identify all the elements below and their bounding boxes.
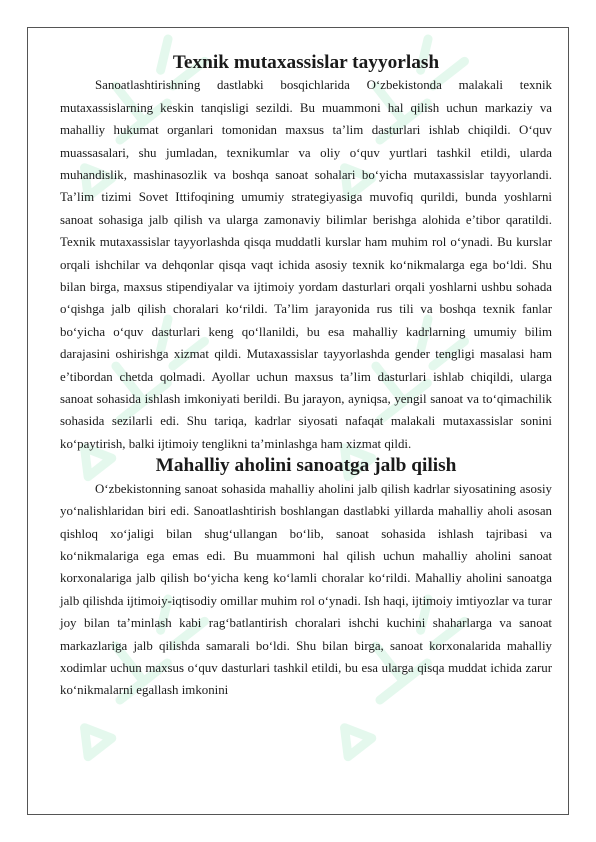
section-paragraph: O‘zbekistonning sanoat sohasida mahalliy aholini jalb qilish kadrlar siyosatining asosiy yo‘nalishlaridan biri edi. Sanoatlashtirish boshlangan dastlabki yillarda mahalliy aholi asosan qishloq xo‘jaligi bilan shug‘ullangan bo‘lib, sanoat sohasida ishlash tajribasi va ko‘nikmalariga ega emas edi. Bu muammoni hal qilish uchun mahalliy aholini sanoat korxonalariga jalb qilish bo‘yicha keng ko‘lamli choralar ko‘rildi. Mahalliy aholini sanoatga jalb qilishda ijtimoiy-iqtisodiy omillar muhim rol o‘ynadi. Ish haqi, ijtimoiy imtiyozlar va turar joy bilan ta’minlash kabi rag‘batlantirish choralari ishchi kuchini shaharlarga va sanoat markazlariga jalb qilishda samarali bo‘ldi. Shu bilan birga, sanoat korxonalarida mahalliy xodimlar uchun maxsus o‘quv dasturlari tashkil etildi, bu esa ularga qisqa muddat ichida zarur ko‘nikmalarni egallash imkonini bbox=[60, 481, 552, 698]
section-heading: Texnik mutaxassislar tayyorlash bbox=[172, 52, 440, 73]
section-paragraph: Sanoatlashtirishning dastlabki bosqichlarida O‘zbekistonda malakali texnik mutaxassislarning keskin tanqisligi sezildi. Bu muammoni hal qilish uchun markaziy va mahalliy hukumat organlari tomonidan maxsus ta’lim dasturlari ishlab chiqildi. O‘quv muassasalari, shu jumladan, texnikumlar va oliy o‘quv yurtlari tashkil etildi, ularda muhandislik, mashinasozlik va boshqa sanoat sohalari bo‘yicha mutaxassislar tayyorlandi. Ta’lim tizimi Sovet Ittifoqining umumiy strategiyasiga muvofiq qurildi, bunda yoshlarni sanoat sohasiga jalb qilish va ularga zamonaviy bilimlar berishga alohida e’tibor qaratildi. Texnik mutaxassislar tayyorlashda qisqa muddatli kurslar ham muhim rol o‘ynadi. Bu kurslar orqali ishchilar va dehqonlar qisqa vaqt ichida asosiy texnik ko‘nikmalarga ega bo‘ldi. Shu bilan birga, maxsus stipendiyalar va ijtimoiy yordam dasturlari orqali yoshlarni ushbu sohada o‘qishga jalb qilish choralari ko‘rildi. Ta’lim jarayonida rus tili va boshqa texnik fanlar bo‘yicha o‘quv dasturlari keng qo‘llanildi, bu esa mahalliy kadrlarning umumiy bilim darajasini oshirishga xizmat qildi. Mutaxassislar tayyorlashda gender tengligi masalasi ham e’tibordan chetda qolmadi. Ayollar uchun maxsus ta’lim dasturlari ishlab chiqildi, ularga sanoat sohasida ishlash imkoniyati berildi. Bu jarayon, ayniqsa, yengil sanoat va to‘qimachilik sohasida sezilarli edi. Shu tariqa, kadrlar siyosati nafaqat malakali mutaxassislar sonini ko‘paytirish, balki ijtimoiy tenglikni ta’minlashga ham xizmat qildi. bbox=[60, 78, 552, 451]
document-body bbox=[60, 52, 552, 702]
section-heading: Mahalliy aholini sanoatga jalb qilish bbox=[155, 455, 457, 477]
